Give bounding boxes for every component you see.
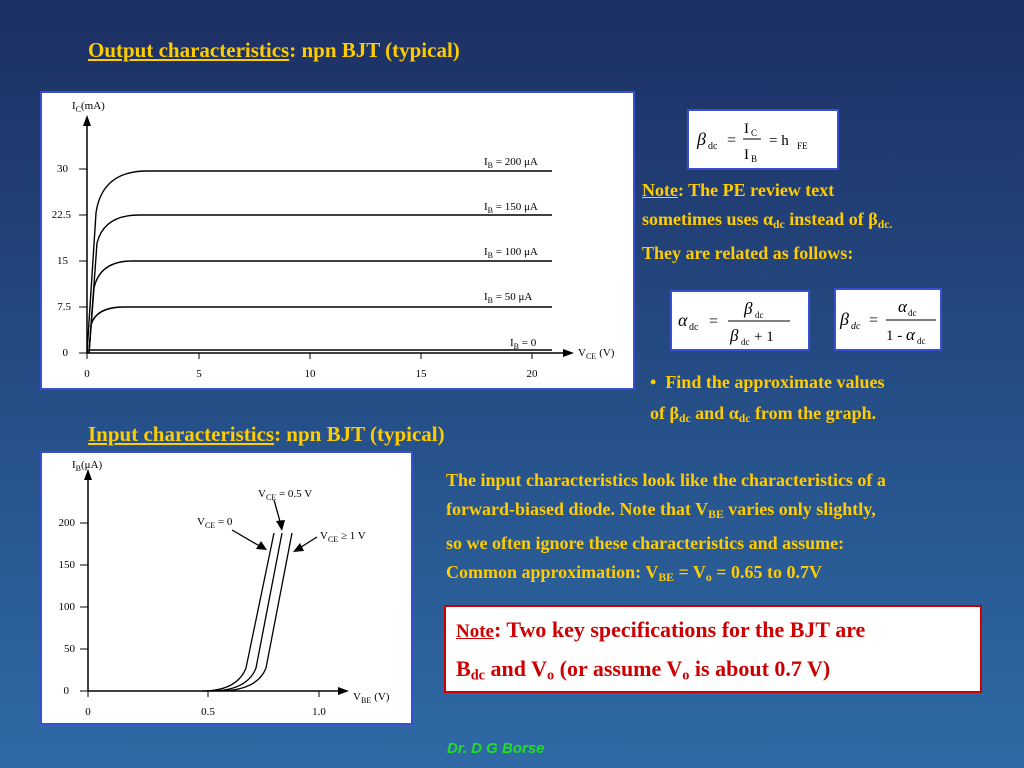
- input-y-tick-label: 0: [63, 685, 69, 697]
- output-y-tick-label: 30: [57, 163, 68, 175]
- output-title-rest: : npn BJT (typical): [289, 38, 460, 62]
- output-y-tick-label: 7.5: [57, 301, 71, 313]
- note-line-2: sometimes uses $\alpha_{dc}$ instead of $\beta_{dc.}$: [642, 209, 893, 231]
- output-y-tick-label: 22.5: [51, 209, 71, 221]
- output-curve-ib-150: [89, 215, 552, 353]
- input-x-tick-label: 0.5: [201, 706, 215, 718]
- bullet-line-2: of $\beta_{dc}$ and $\alpha_{dc}$ from the graph.: [650, 403, 877, 425]
- key-note-line-1: Note: Two key specifications for the BJT are: [456, 617, 866, 642]
- input-y-tick-label: 200: [58, 517, 75, 529]
- input-x-tick-label: 0: [85, 706, 91, 718]
- output-x-tick-label: 0: [84, 368, 90, 380]
- output-x-axis-arrow: [563, 349, 574, 357]
- input-chart-panel: [40, 451, 413, 725]
- input-curve-label-vce-1: $V_{CE} \ge 1$ V: [320, 530, 366, 544]
- input-title-rest: : npn BJT (typical): [274, 422, 445, 446]
- svg-text:dc: dc: [851, 321, 861, 332]
- input-curve-vce-1: [218, 533, 292, 691]
- output-y-tick-label: 0: [62, 347, 68, 359]
- svg-text:B: B: [751, 154, 758, 164]
- output-x-tick-label: 10: [304, 368, 316, 380]
- svg-text:dc: dc: [755, 310, 764, 320]
- input-y-tick-label: 50: [64, 643, 75, 655]
- svg-text:+ 1: + 1: [754, 329, 774, 345]
- input-chart: [42, 453, 411, 723]
- output-chart-panel: [40, 91, 635, 390]
- output-y-tick-label: 15: [57, 255, 68, 267]
- svg-text:β: β: [840, 309, 849, 329]
- output-x-tick-label: 20: [526, 368, 538, 380]
- note-block: [642, 176, 1012, 268]
- input-y-tick-label: 100: [58, 601, 75, 613]
- input-x-tick-label: 1.0: [312, 706, 326, 718]
- input-curve-vce-0: [202, 533, 274, 691]
- output-curve-label-ib-200: $I_B = 200$ μA: [484, 156, 538, 170]
- output-x-axis-label: $V_{CE}$ (V): [578, 347, 615, 361]
- formula-alpha-from-beta: [670, 290, 810, 351]
- input-x-axis-label: $V_{BE}$ (V): [353, 691, 390, 705]
- svg-text:α: α: [678, 310, 688, 330]
- output-chart: [42, 93, 633, 388]
- svg-text:=: =: [727, 132, 737, 149]
- svg-text:dc: dc: [708, 141, 718, 152]
- output-x-tick-label: 5: [196, 368, 202, 380]
- svg-text:I: I: [744, 121, 749, 137]
- svg-text:dc: dc: [917, 336, 926, 346]
- output-title: [88, 38, 460, 63]
- output-x-tick-label: 15: [415, 368, 427, 380]
- svg-text:= h: = h: [769, 133, 789, 149]
- svg-text:β: β: [744, 299, 753, 318]
- output-y-axis-arrow: [83, 115, 91, 126]
- key-note-line-2: $B_{dc}$ and $V_o$ (or assume $V_o$ is about 0.7 V): [456, 656, 831, 684]
- output-title-underlined: Output characteristics: [88, 38, 290, 62]
- output-curve-ib-50: [89, 307, 552, 353]
- output-curve-ib-200: [87, 171, 552, 353]
- input-desc-line-3: so we often ignore these characteristics and assume:: [446, 532, 845, 553]
- svg-text:α: α: [898, 297, 907, 316]
- input-description: [446, 466, 1016, 592]
- svg-text:β: β: [730, 326, 739, 345]
- input-y-axis-label: $I_B(\mu A)$: [72, 459, 103, 473]
- bullet-line-1: • Find the approximate values: [650, 372, 885, 392]
- bullet-block: [650, 367, 980, 434]
- svg-text:α: α: [906, 325, 915, 344]
- input-title: [88, 422, 445, 447]
- output-curve-label-ib-150: $I_B = 150$ μA: [484, 201, 538, 215]
- input-curve-label-vce-0-5: $V_{CE} = 0.5$ V: [258, 488, 313, 502]
- formula-beta-from-alpha: [834, 288, 942, 351]
- input-arrow-vce-1-head: [293, 543, 304, 552]
- formula-beta-hfe: [687, 109, 839, 170]
- bullet-marker: •: [650, 372, 657, 392]
- svg-text:=: =: [709, 313, 719, 330]
- input-title-underlined: Input characteristics: [88, 422, 275, 446]
- input-desc-line-1: The input characteristics look like the characteristics of a: [446, 470, 886, 490]
- svg-text:dc: dc: [741, 337, 750, 347]
- input-y-tick-label: 150: [58, 559, 75, 571]
- svg-text:C: C: [751, 128, 758, 138]
- svg-text:1 -: 1 -: [886, 328, 903, 344]
- svg-text:I: I: [744, 147, 749, 163]
- key-note-box: [444, 605, 982, 693]
- footer-author: Dr. D G Borse: [447, 740, 545, 757]
- svg-text:dc: dc: [689, 322, 699, 333]
- svg-text:β: β: [697, 129, 706, 149]
- svg-text:dc: dc: [908, 308, 917, 318]
- input-desc-line-4: Common approximation: $V_{BE} = V_o = 0.65$ to 0.7V: [446, 561, 822, 584]
- svg-text:FE: FE: [797, 141, 808, 151]
- input-desc-line-2: forward-biased diode. Note that $V_{BE}$ varies only slightly,: [446, 499, 876, 521]
- output-curve-label-ib-100: $I_B = 100$ μA: [484, 246, 538, 260]
- input-curve-label-vce-0: $V_{CE} = 0$: [197, 516, 233, 530]
- input-x-axis-arrow: [338, 687, 349, 695]
- input-arrow-vce-0-5-head: [276, 520, 285, 531]
- output-curve-label-ib-0: $I_B = 0$: [510, 337, 537, 351]
- svg-text:=: =: [869, 312, 879, 329]
- output-y-axis-label: $I_C(mA)$: [72, 100, 105, 114]
- note-line-3: They are related as follows:: [642, 242, 854, 263]
- output-curve-label-ib-50: $I_B = 50$ μA: [484, 291, 533, 305]
- note-line-1: Note: The PE review text: [642, 180, 835, 200]
